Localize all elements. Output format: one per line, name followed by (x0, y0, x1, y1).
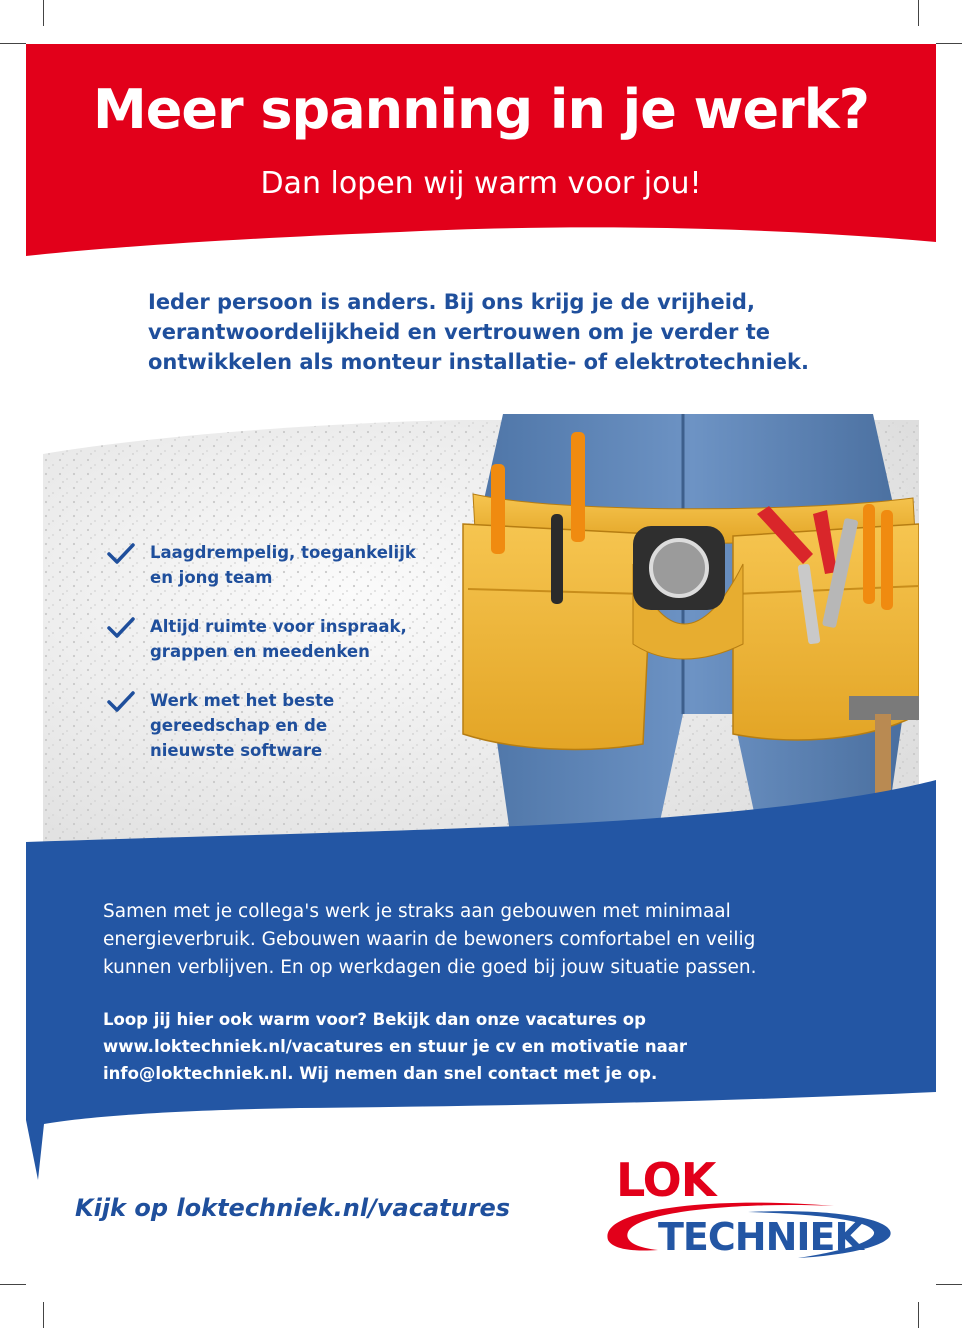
intro-paragraph (148, 287, 848, 377)
subheadline: Dan lopen wij warm voor jou! (260, 166, 702, 201)
benefit-item (106, 688, 426, 763)
vacatures-link[interactable]: Kijk op loktechniek.nl/vacatures (75, 1194, 511, 1222)
benefit-line: grappen en meedenken (150, 642, 370, 661)
intro-line: verantwoordelijkheid en vertrouwen om je verder te (148, 320, 770, 344)
checkmark-icon (106, 690, 136, 714)
cta-line[interactable]: info@loktechniek.nl. Wij nemen dan snel contact met je op. (103, 1064, 658, 1083)
crop-mark (918, 1302, 919, 1328)
crop-mark (0, 1284, 26, 1285)
intro-line: ontwikkelen als monteur installatie- of elektrotechniek. (148, 350, 809, 374)
benefit-line: Werk met het beste (150, 691, 335, 710)
crop-mark (43, 1302, 44, 1328)
body-paragraph (103, 898, 863, 982)
logo-line1: LOK (616, 1153, 716, 1207)
headline: Meer spanning in je werk? (92, 78, 869, 141)
benefit-line: Altijd ruimte voor inspraak, (150, 617, 407, 636)
loktechniek-logo (598, 1148, 898, 1268)
benefit-list (106, 540, 426, 787)
logo-line2: TECHNIEK (658, 1215, 863, 1259)
checkmark-icon (106, 616, 136, 640)
benefit-line: gereedschap en de (150, 716, 328, 735)
cta-line: Loop jij hier ook warm voor? Bekijk dan onze vacatures op (103, 1010, 646, 1029)
body-line: kunnen verblijven. En op werkdagen die goed bij jouw situatie passen. (103, 957, 757, 978)
cta-paragraph (103, 1006, 863, 1087)
benefit-line: nieuwste software (150, 741, 323, 760)
body-line: Samen met je collega's werk je straks aan gebouwen met minimaal (103, 901, 731, 922)
crop-mark (936, 1284, 962, 1285)
benefit-line: Laagdrempelig, toegankelijk (150, 543, 416, 562)
cta-line[interactable]: www.loktechniek.nl/vacatures en stuur je cv en motivatie naar (103, 1037, 688, 1056)
checkmark-icon (106, 542, 136, 566)
benefit-line: en jong team (150, 568, 273, 587)
intro-line: Ieder persoon is anders. Bij ons krijg je de vrijheid, (148, 290, 755, 314)
benefit-item (106, 540, 426, 590)
benefit-item (106, 614, 426, 664)
body-line: energieverbruik. Gebouwen waarin de bewoners comfortabel en veilig (103, 929, 756, 950)
